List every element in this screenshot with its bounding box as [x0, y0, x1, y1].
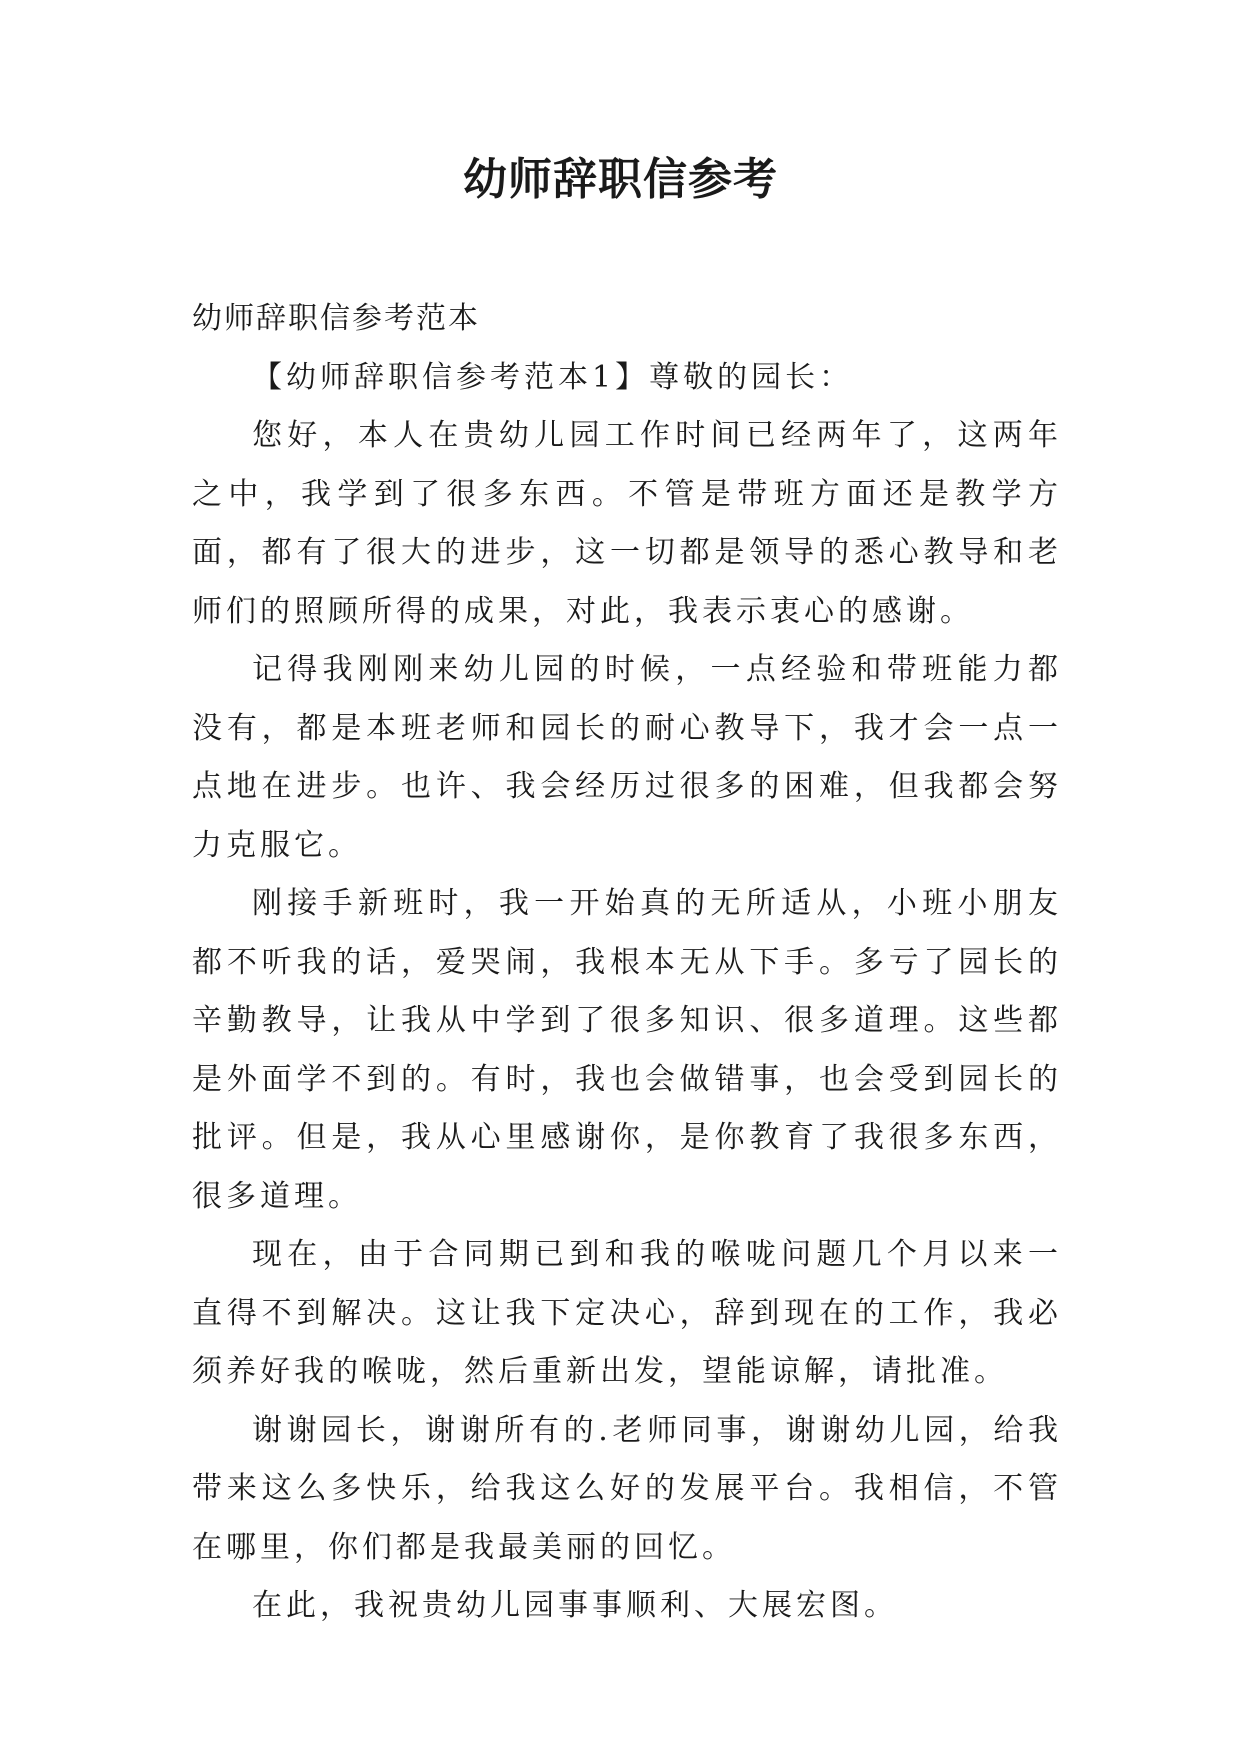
document-body — [192, 290, 1062, 1636]
paragraph: 谢谢园长，谢谢所有的.老师同事，谢谢幼儿园，给我带来这么多快乐，给我这么好的发展平台。我相信，不管在哪里，你们都是我最美丽的回忆。 — [192, 1412, 1062, 1565]
paragraph-closing: 在此，我祝贵幼儿园事事顺利、大展宏图。 — [252, 1588, 898, 1623]
paragraph: 您好，本人在贵幼儿园工作时间已经两年了，这两年之中，我学到了很多东西。不管是带班方面还是教学方面，都有了很大的进步，这一切都是领导的悉心教导和老师们的照顾所得的成果，对此，我表示衷心的感谢。 — [192, 418, 1062, 629]
paragraph: 现在，由于合同期已到和我的喉咙问题几个月以来一直得不到解决。这让我下定决心，辞到现在的工作，我必须养好我的喉咙，然后重新出发，望能谅解，请批准。 — [192, 1237, 1062, 1389]
paragraph: 记得我刚刚来幼儿园的时候，一点经验和带班能力都没有，都是本班老师和园长的耐心教导下，我才会一点一点地在进步。也许、我会经历过很多的困难，但我都会努力克服它。 — [192, 652, 1062, 863]
document-subtitle: 幼师辞职信参考范本 — [192, 301, 480, 336]
document-title: 幼师辞职信参考 — [463, 154, 778, 205]
paragraph-salutation: 【幼师辞职信参考范本1】尊敬的园长： — [252, 359, 854, 395]
paragraph: 刚接手新班时，我一开始真的无所适从，小班小朋友都不听我的话，爱哭闹，我根本无从下手。多亏了园长的辛勤教导，让我从中学到了很多知识、很多道理。这些都是外面学不到的。有时，我也会做错事，也会受到园长的批评。但是，我从心里感谢你，是你教育了我很多东西，很多道理。 — [192, 886, 1062, 1214]
